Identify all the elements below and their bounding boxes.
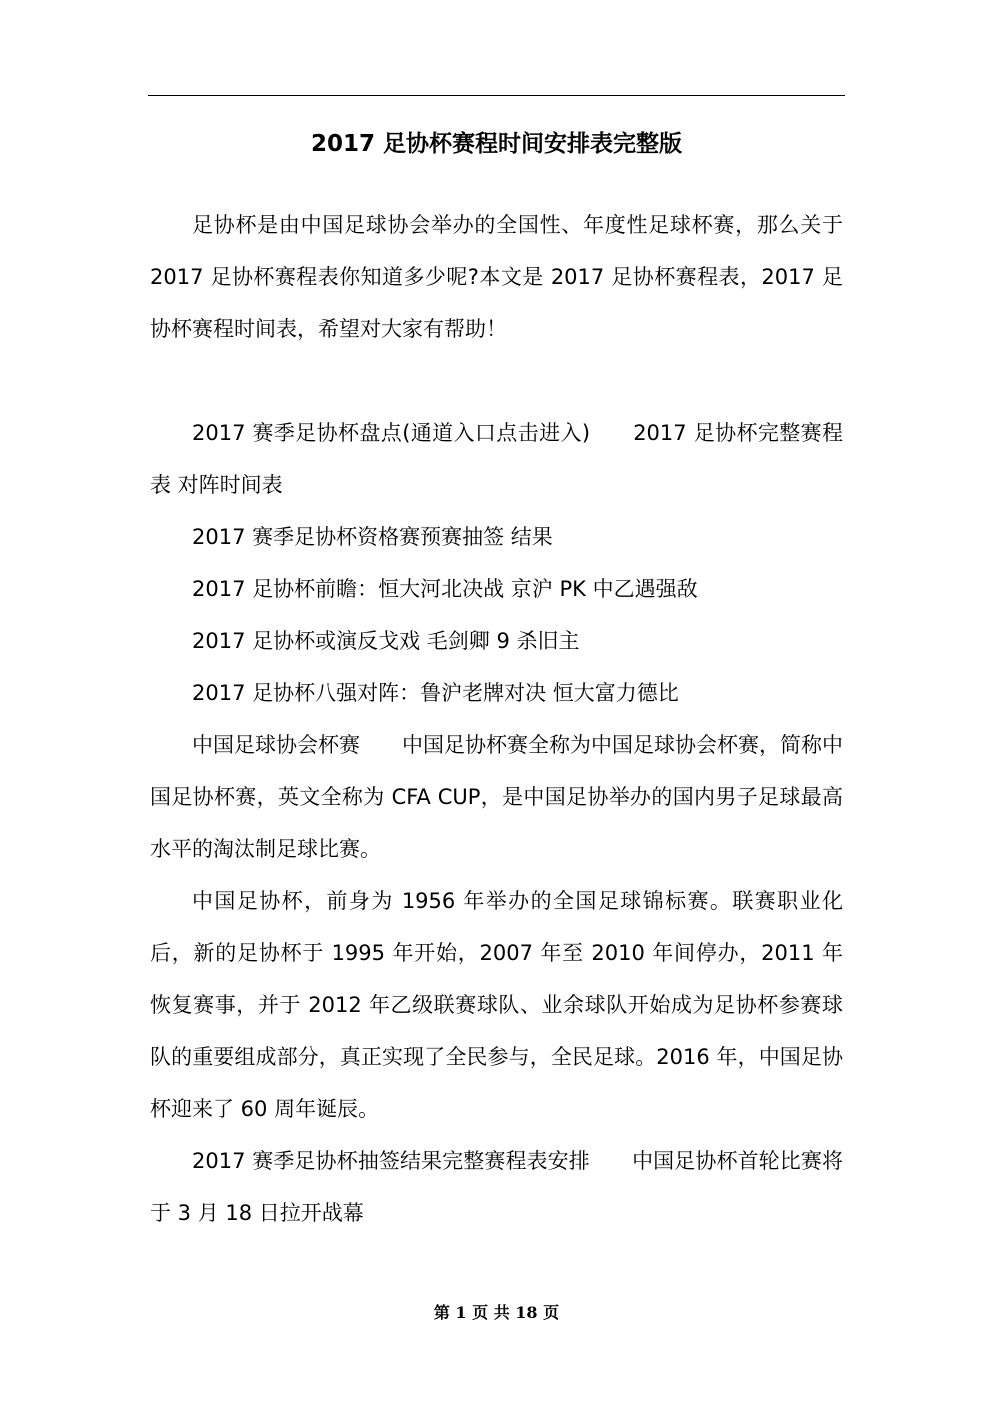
blank-line	[150, 355, 843, 407]
document-title: 2017 足协杯赛程时间安排表完整版	[310, 131, 683, 157]
document-body	[150, 199, 843, 1239]
paragraph-schedule: 2017 赛季足协杯抽签结果完整赛程表安排 中国足协杯首轮比赛将于 3 月 18 日拉开战幕	[150, 1149, 843, 1225]
header-rule	[148, 95, 845, 96]
paragraph-history: 中国足协杯，前身为 1956 年举办的全国足球锦标赛。联赛职业化后，新的足协杯于 1995 年开始，2007 年至 2010 年间停办，2011 年恢复赛事，并于 2012 年乙级联赛球队、业余球队开始成为足协杯参赛球队的重要组成部分，真正实现了全民参与，全民足球。2016 年，中国足协杯迎来了 60 周年诞辰。	[150, 889, 843, 1121]
paragraph-link-mao: 2017 足协杯或演反戈戏 毛剑卿 9 杀旧主	[192, 629, 580, 653]
paragraph-cfa-cup: 中国足球协会杯赛 中国足协杯赛全称为中国足球协会杯赛，简称中国足协杯赛，英文全称为 CFA CUP，是中国足协举办的国内男子足球最高水平的淘汰制足球比赛。	[150, 733, 843, 861]
paragraph-link-preview: 2017 足协杯前瞻：恒大河北决战 京沪 PK 中乙遇强敌	[192, 577, 698, 601]
page-number: 第 1 页 共 18 页	[433, 1303, 560, 1322]
paragraph-link-quarterfinal: 2017 足协杯八强对阵：鲁沪老牌对决 恒大富力德比	[192, 681, 679, 705]
paragraph-intro: 足协杯是由中国足球协会举办的全国性、年度性足球杯赛，那么关于 2017 足协杯赛程表你知道多少呢?本文是 2017 足协杯赛程表，2017 足协杯赛程时间表，希望对大家有帮助！	[150, 213, 843, 341]
paragraph-link-review: 2017 赛季足协杯盘点(通道入口点击进入) 2017 足协杯完整赛程表 对阵时间表	[150, 421, 843, 497]
paragraph-link-draw: 2017 赛季足协杯资格赛预赛抽签 结果	[192, 525, 553, 549]
